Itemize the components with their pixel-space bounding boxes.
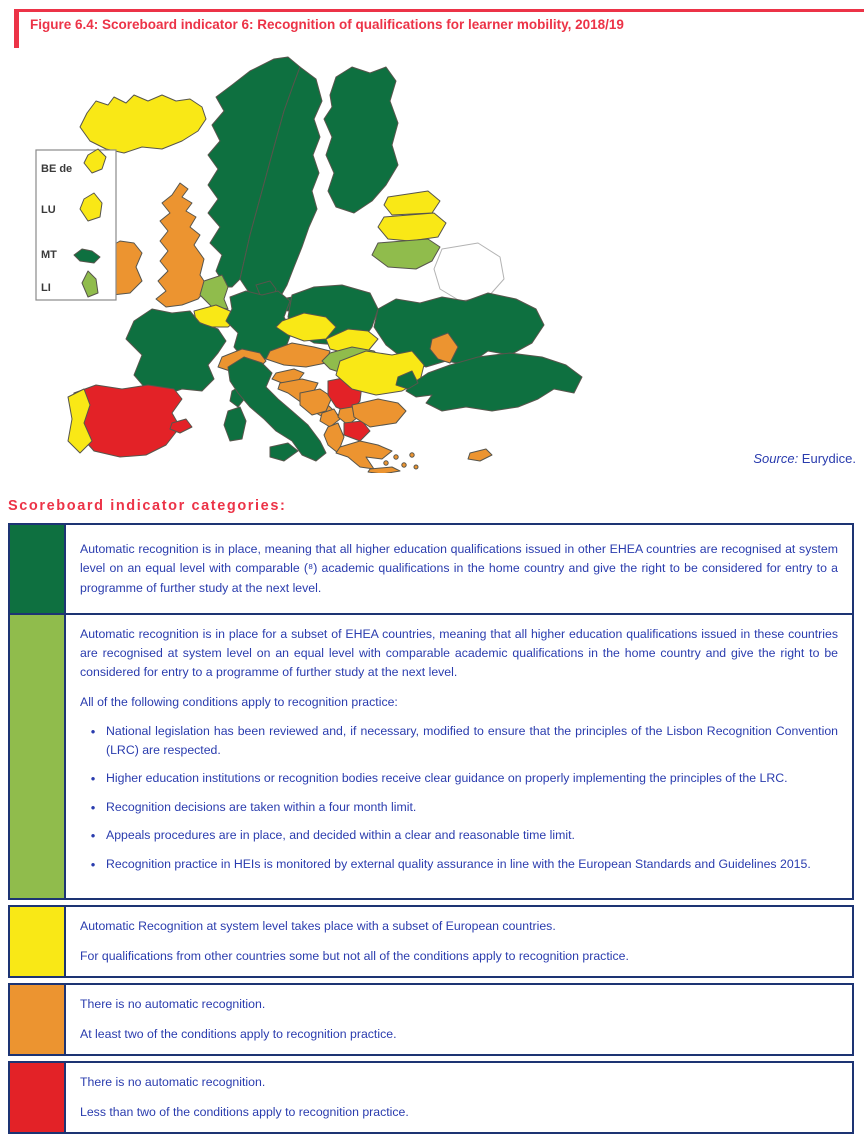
map-country-finland	[324, 67, 398, 213]
map-country-sardinia	[224, 407, 246, 441]
paragraph: Less than two of the conditions apply to recognition practice.	[80, 1105, 409, 1120]
list-item	[80, 826, 838, 846]
map-country-belarus	[434, 243, 504, 301]
list-item	[80, 855, 838, 875]
bullet-icon: •	[90, 799, 96, 815]
europe-map	[30, 55, 860, 473]
map-inset-legend	[36, 149, 116, 300]
map-country-greece	[336, 441, 392, 469]
bullet-icon: •	[90, 828, 96, 844]
cell-light-green	[66, 615, 852, 898]
bullet-icon: •	[90, 856, 96, 872]
list-item	[80, 769, 838, 789]
source-label: Source:	[753, 451, 799, 466]
list-item	[80, 722, 838, 760]
paragraph: Automatic Recognition at system level takes place with a subset of European countries.	[80, 919, 556, 933]
inset-label-be-de: BE de	[41, 163, 73, 175]
figure-title: Figure 6.4: Scoreboard indicator 6: Recognition of qualifications for learner mobility, 2018/19	[30, 17, 624, 32]
source-value: Eurydice.	[798, 451, 856, 466]
swatch-light-green	[10, 615, 66, 898]
conditions-list	[80, 722, 838, 874]
table-row-light-green	[10, 613, 852, 898]
map-country-cyprus	[468, 449, 492, 461]
bullet-text: Recognition decisions are taken within a four month limit.	[106, 799, 417, 814]
bullet-text: Higher education institutions or recognition bodies receive clear guidance on properly implementing the principles of the LRC.	[106, 771, 788, 786]
inset-label-li: LI	[41, 282, 51, 294]
cell-red	[66, 1063, 852, 1132]
swatch-orange	[10, 985, 66, 1054]
cell-dark-green	[66, 525, 852, 613]
table-row-dark-green	[10, 525, 852, 613]
bullet-icon: •	[90, 771, 96, 787]
category-box-yellow	[8, 905, 854, 978]
paragraph: Automatic recognition is in place for a subset of EHEA countries, meaning that all higher education qualifications issued in these countries are recognised at system level on an equal level with comparable academic qualifications in the home country and give the right to be considered for entry to a programme of further study at the next level.	[80, 627, 838, 680]
map-country-spain	[72, 385, 182, 457]
paragraph: There is no automatic recognition.	[80, 997, 266, 1012]
paragraph: At least two of the conditions apply to recognition practice.	[80, 1027, 397, 1042]
paragraph: All of the following conditions apply to recognition practice:	[80, 695, 398, 710]
paragraph: Automatic recognition is in place, meaning that all higher education qualifications issued in other EHEA countries are recognised at system level on an equal level with comparable (⁸) academic qualifications in the home country and give the right to be considered for entry to a programme of further study at the next level.	[80, 542, 838, 595]
map-country-united-kingdom	[156, 183, 208, 307]
swatch-dark-green	[10, 525, 66, 613]
cell-orange	[66, 985, 852, 1054]
map-country-latvia	[378, 213, 446, 241]
bullet-text: Appeals procedures are in place, and decided within a clear and reasonable time limit.	[106, 828, 575, 843]
bullet-text: National legislation has been reviewed and, if necessary, modified to ensure that the principles of the Lisbon Recognition Convention (LRC) are respected.	[106, 724, 838, 758]
list-item	[80, 798, 838, 818]
map-country-estonia	[384, 191, 440, 215]
inset-label-lu: LU	[41, 204, 56, 216]
paragraph: For qualifications from other countries some but not all of the conditions apply to recognition practice.	[80, 949, 629, 964]
bullet-text: Recognition practice in HEIs is monitored by external quality assurance in line with the European Standards and Guidelines 2015.	[106, 856, 811, 871]
swatch-red	[10, 1063, 66, 1132]
table-row-orange	[10, 985, 852, 1054]
category-box-red	[8, 1061, 854, 1134]
title-left-bar	[14, 9, 19, 48]
map-country-sicily	[270, 443, 298, 461]
category-box-green-group	[8, 523, 854, 900]
table-row-red	[10, 1063, 852, 1132]
scoreboard-table	[8, 523, 854, 1139]
table-row-yellow	[10, 907, 852, 976]
category-box-orange	[8, 983, 854, 1056]
section-heading: Scoreboard indicator categories:	[8, 498, 287, 514]
paragraph: There is no automatic recognition.	[80, 1075, 266, 1090]
map-country-iceland	[80, 95, 206, 153]
swatch-yellow	[10, 907, 66, 976]
cell-yellow	[66, 907, 852, 976]
inset-label-mt: MT	[41, 249, 57, 261]
source-line	[753, 451, 856, 466]
bullet-icon: •	[90, 724, 96, 740]
title-top-rule	[14, 9, 864, 12]
map-country-lithuania	[372, 239, 440, 269]
map-country-netherlands	[200, 275, 228, 309]
